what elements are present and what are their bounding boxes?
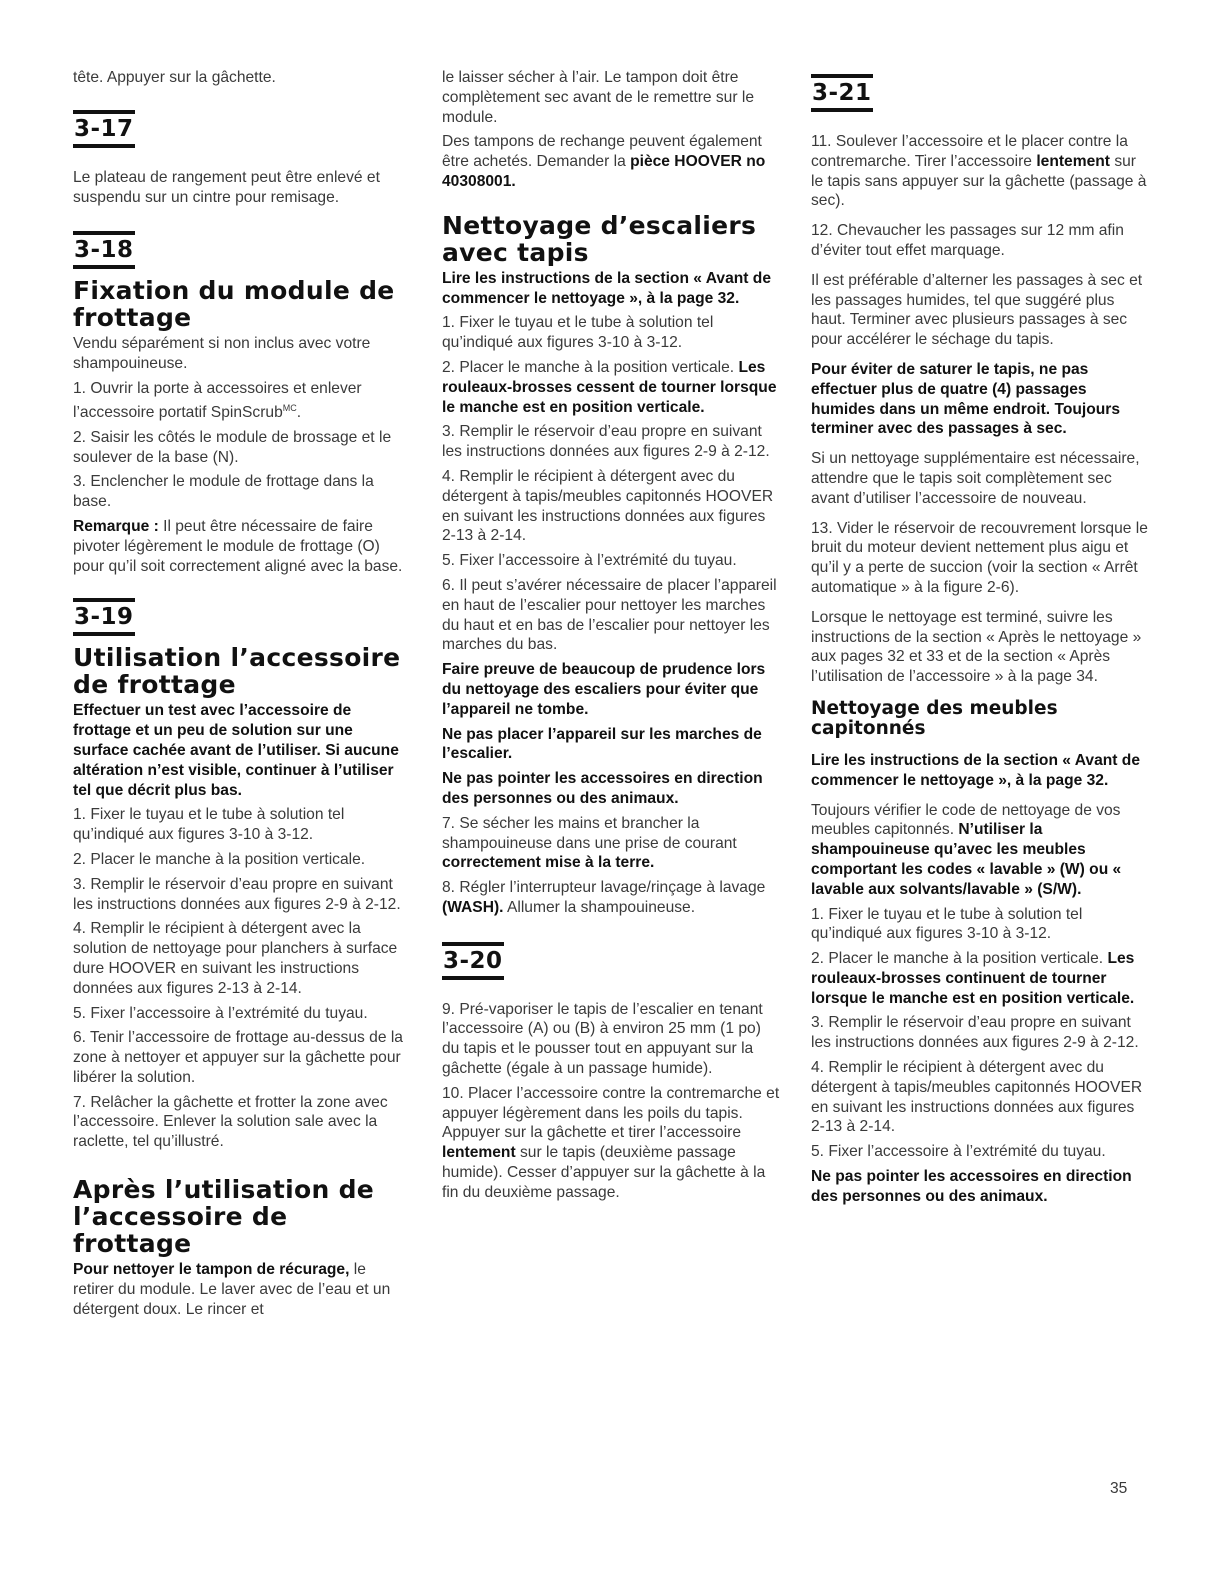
warning: Faire preuve de beaucoup de prudence lors du nettoyage des escaliers pour éviter que l’appareil ne tombe. bbox=[442, 661, 766, 718]
paragraph: Il est préférable d’alterner les passages à sec et les passages humides, tel que suggéré plus haut. Terminer avec plusieurs passages à sec pour accélérer le séchage du tapis. bbox=[811, 271, 1143, 349]
step: 1. Fixer le tuyau et le tube à solution tel qu’indiqué aux figures 3-10 à 3-12. bbox=[73, 806, 345, 844]
step: 6. Il peut s’avérer nécessaire de placer l’appareil en haut de l’escalier pour nettoyer les marches du haut et en bas de l’escalier pour nettoyer les marches du bas. bbox=[442, 576, 777, 654]
section-furniture bbox=[811, 699, 1151, 1207]
section-3-17 bbox=[73, 110, 408, 208]
step: 2. Placer le manche à la position verticale. Les rouleaux-brosses cessent de tourner lorsque le manche est en position verticale. bbox=[442, 358, 777, 416]
step: 4. Remplir le récipient à détergent avec du détergent à tapis/meubles capitonnés HOOVER en suivant les instructions données aux figures 2-13 à 2-14. bbox=[442, 467, 774, 545]
paragraph: Des tampons de rechange peuvent également être achetés. Demander la pièce HOOVER no 40308001. bbox=[442, 133, 766, 190]
warning: Ne pas pointer les accessoires en direction des personnes ou des animaux. bbox=[442, 770, 763, 807]
paragraph: Pour nettoyer le tampon de récurage, le retirer du module. Le laver avec de l’eau et un détergent doux. Le rincer et bbox=[73, 1261, 391, 1318]
step: 2. Saisir les côtés le module de brossage et le soulever de la base (N). bbox=[73, 428, 392, 466]
step: 5. Fixer l’accessoire à l’extrémité du tuyau. bbox=[811, 1143, 1106, 1161]
column-1 bbox=[73, 68, 408, 1324]
section-label: 3-20 bbox=[442, 942, 504, 980]
section-title: Utilisation l’accessoire de frottage bbox=[73, 643, 401, 700]
paragraph: le laisser sécher à l’air. Le tampon doit être complètement sec avant de le remettre sur le module. bbox=[442, 69, 755, 126]
step: 7. Se sécher les mains et brancher la shampouineuse dans une prise de courant correctement mise à la terre. bbox=[442, 814, 737, 872]
step: 1. Fixer le tuyau et le tube à solution tel qu’indiqué aux figures 3-10 à 3-12. bbox=[442, 314, 714, 352]
step: 2. Placer le manche à la position verticale. Les rouleaux-brosses continuent de tourner lorsque le manche est en position verticale. bbox=[811, 950, 1135, 1007]
section-3-18 bbox=[73, 231, 408, 576]
step: 11. Soulever l’accessoire et le placer contre la contremarche. Tirer l’accessoire lentement sur le tapis sans appuyer sur la gâchette (passage à sec). bbox=[811, 133, 1147, 210]
step: 4. Remplir le récipient à détergent avec la solution de nettoyage pour planchers à surface dure HOOVER en suivant les instructions données aux figures 2-13 à 2-14. bbox=[73, 920, 398, 997]
step: 3. Remplir le réservoir d’eau propre en suivant les instructions données aux figures 2-9 à 2-12. bbox=[811, 1014, 1139, 1052]
step: 6. Tenir l’accessoire de frottage au-dessus de la zone à nettoyer et appuyer sur la gâchette pour libérer la solution. bbox=[73, 1029, 403, 1086]
section-title: Après l’utilisation de l’accessoire de frottage bbox=[73, 1175, 375, 1259]
warning: Ne pas pointer les accessoires en direction des personnes ou des animaux. bbox=[811, 1168, 1132, 1205]
step: 10. Placer l’accessoire contre la contremarche et appuyer légèrement dans les poils du tapis. Appuyer sur la gâchette et tirer l’accessoire lentement sur le tapis (deuxième passage humide). Cesser d’appuyer sur la gâchette à la fin du deuxième passage. bbox=[442, 1084, 780, 1201]
step: 4. Remplir le récipient à détergent avec du détergent à tapis/meubles capitonnés HOOVER en suivant les instructions données aux figures 2-13 à 2-14. bbox=[811, 1059, 1143, 1136]
section-title: Fixation du module de frottage bbox=[73, 276, 395, 333]
paragraph: Lorsque le nettoyage est terminé, suivre les instructions de la section « Après le nettoyage » aux pages 32 et 33 et de la section « Après l’utilisation de l’accessoire » à la page 34. bbox=[811, 608, 1142, 686]
paragraph: Si un nettoyage supplémentaire est nécessaire, attendre que le tapis soit complètement sec avant d’utiliser l’accessoire de nouveau. bbox=[811, 450, 1140, 507]
column-3 bbox=[811, 68, 1151, 1212]
step: 2. Placer le manche à la position verticale. bbox=[73, 850, 366, 868]
intro-text: tête. Appuyer sur la gâchette. bbox=[73, 69, 276, 86]
section-label: 3-21 bbox=[811, 74, 873, 112]
paragraph: Le plateau de rangement peut être enlevé et suspendu sur un cintre pour remisage. bbox=[73, 168, 380, 206]
read-instructions: Lire les instructions de la section « Avant de commencer le nettoyage », à la page 32. bbox=[811, 751, 1141, 789]
step: 1. Ouvrir la porte à accessoires et enlever l’accessoire portatif SpinScrub$^{MC}$. bbox=[73, 379, 362, 421]
section-3-19 bbox=[73, 598, 408, 1152]
warning: Ne pas placer l’appareil sur les marches de l’escalier. bbox=[442, 725, 762, 763]
note: Remarque : Il peut être nécessaire de faire pivoter légèrement le module de frottage (O) pour qu’il soit correctement aligné avec la base. bbox=[73, 517, 403, 575]
step: 9. Pré-vaporiser le tapis de l’escalier en tenant l’accessoire (A) ou (B) à environ 25 mm (1 po) du tapis et le pousser tout en appuyant sur la gâchette (égale à un passage humide). bbox=[442, 1000, 763, 1078]
step: 1. Fixer le tuyau et le tube à solution tel qu’indiqué aux figures 3-10 à 3-12. bbox=[811, 905, 1083, 943]
column-2 bbox=[442, 68, 780, 1208]
section-3-20 bbox=[442, 942, 780, 1203]
warning: Effectuer un test avec l’accessoire de frottage et un peu de solution sur une surface cachée avant de l’utiliser. Si aucune altération n’est visible, continuer à l’utiliser tel que décrit plus bas. bbox=[73, 702, 399, 799]
read-instructions: Lire les instructions de la section « Avant de commencer le nettoyage », à la page 32. bbox=[442, 269, 772, 307]
section-label: 3-19 bbox=[73, 598, 135, 636]
step: 13. Vider le réservoir de recouvrement lorsque le bruit du moteur devient nettement plus aigu et qu’il y a perte de succion (voir la section « Arrêt automatique » à la figure 2-6). bbox=[811, 519, 1148, 596]
section-label: 3-17 bbox=[73, 110, 135, 148]
step: 3. Remplir le réservoir d’eau propre en suivant les instructions données aux figures 2-9 à 2-12. bbox=[73, 875, 401, 913]
paragraph: Toujours vérifier le code de nettoyage de vos meubles capitonnés. N’utiliser la shampouineuse qu’avec les meubles comportant les codes « lavable » (W) ou « lavable aux solvants/lavable » (S/W). bbox=[811, 801, 1122, 898]
section-title: Nettoyage des meubles capitonnés bbox=[811, 697, 1058, 739]
step: 5. Fixer l’accessoire à l’extrémité du tuyau. bbox=[73, 1004, 368, 1022]
warning: Pour éviter de saturer le tapis, ne pas effectuer plus de quatre (4) passages humides dans un même endroit. Toujours terminer avec des passages à sec. bbox=[811, 360, 1121, 438]
step: 8. Régler l’interrupteur lavage/rinçage à lavage (WASH). Allumer la shampouineuse. bbox=[442, 879, 766, 916]
step: 5. Fixer l’accessoire à l’extrémité du tuyau. bbox=[442, 552, 737, 570]
step: 12. Chevaucher les passages sur 12 mm afin d’éviter tout effet marquage. bbox=[811, 222, 1124, 259]
section-title: Nettoyage d’escaliers avec tapis bbox=[442, 210, 757, 267]
section-label: 3-18 bbox=[73, 231, 135, 269]
section-3-21 bbox=[811, 74, 1151, 687]
section-after-use bbox=[73, 1176, 408, 1319]
paragraph: Vendu séparément si non inclus avec votre shampouineuse. bbox=[73, 335, 371, 373]
step: 3. Remplir le réservoir d’eau propre en suivant les instructions données aux figures 2-9 à 2-12. bbox=[442, 423, 770, 461]
step: 3. Enclencher le module de frottage dans la base. bbox=[73, 473, 374, 511]
section-stairs bbox=[442, 212, 780, 918]
step: 7. Relâcher la gâchette et frotter la zone avec l’accessoire. Enlever la solution sale avec la raclette, tel qu’illustré. bbox=[73, 1093, 388, 1151]
page-number: 35 bbox=[1110, 1480, 1128, 1497]
